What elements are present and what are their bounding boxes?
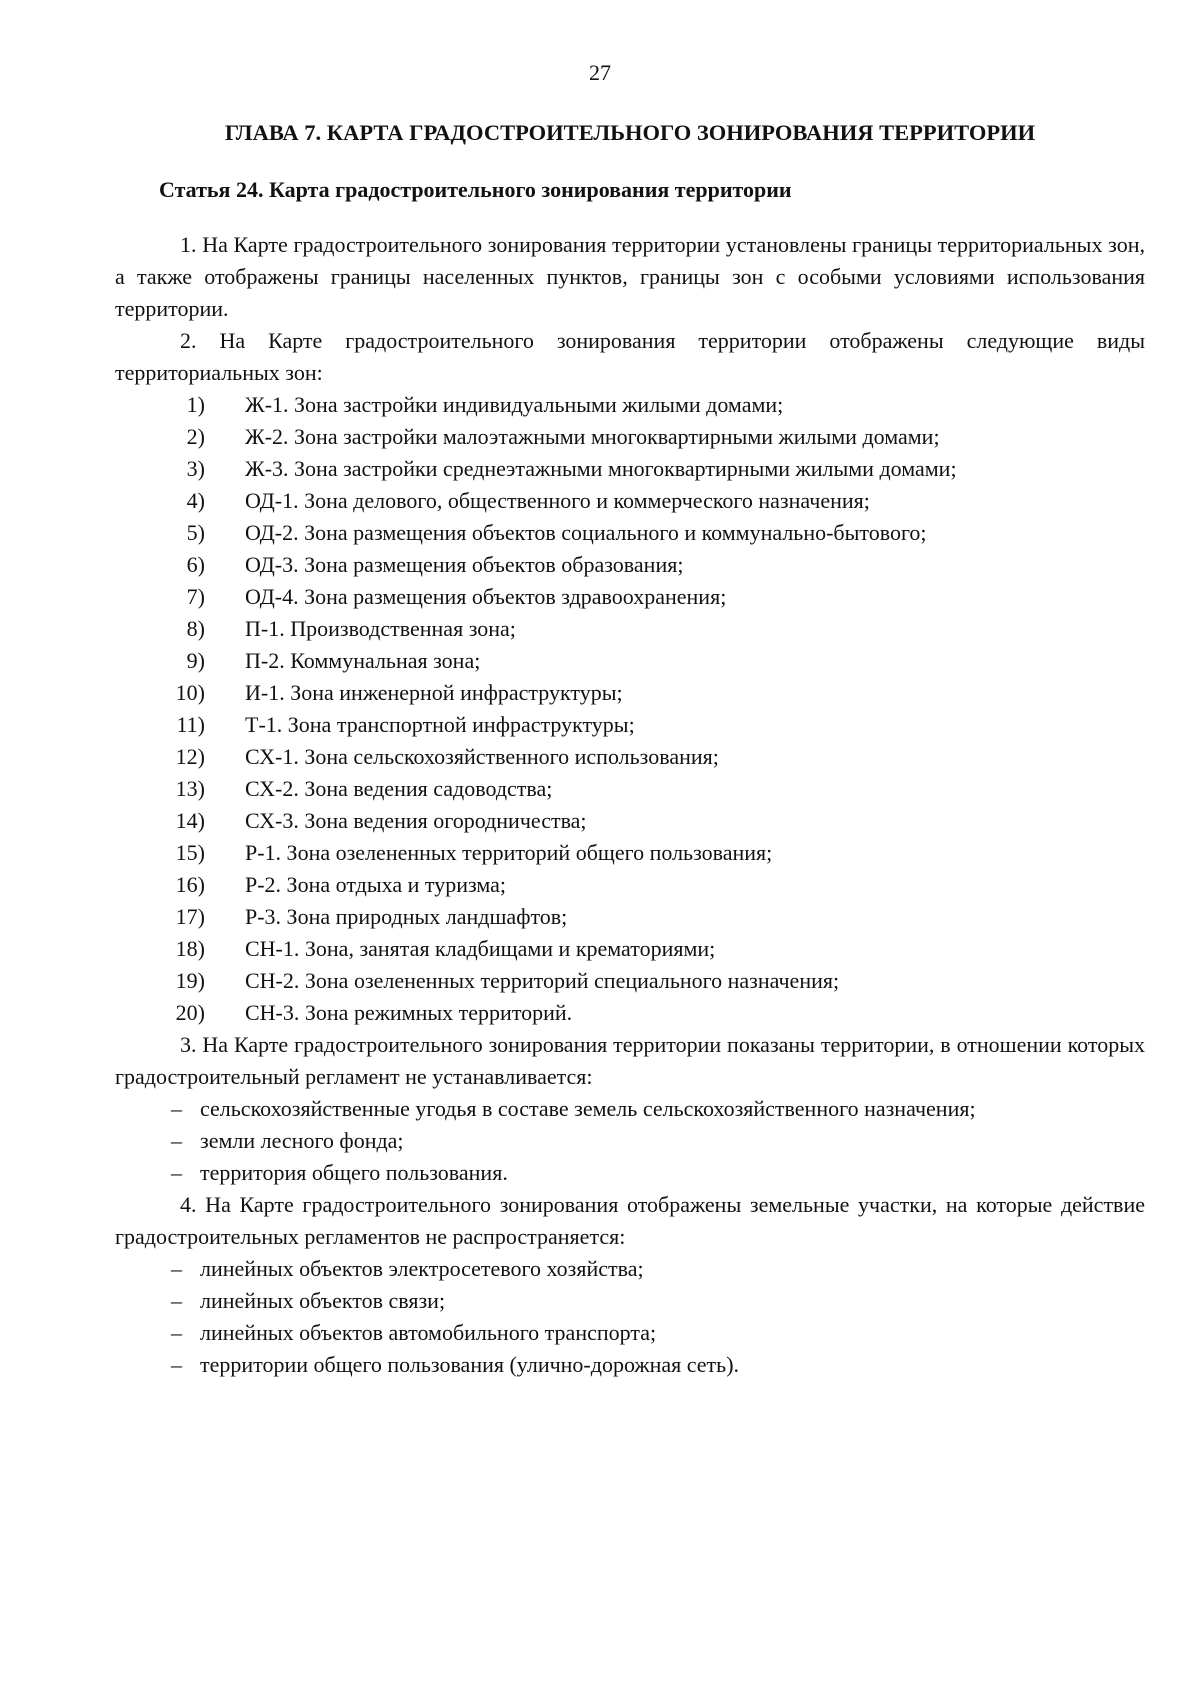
paragraph-3: 3. На Карте градостроительного зонирования территории показаны территории, в отношении которых градостроительный регламент не устанавливается:	[115, 1032, 1145, 1089]
unregulated-territories-list	[115, 1093, 1145, 1189]
list-item-text: земли лесного фонда;	[200, 1128, 404, 1153]
list-item	[115, 613, 1145, 645]
list-item-text: ОД-3. Зона размещения объектов образования;	[245, 552, 684, 577]
list-item	[115, 581, 1145, 613]
list-item	[115, 1093, 1145, 1125]
list-item	[115, 517, 1145, 549]
list-item-text: П-2. Коммунальная зона;	[245, 648, 481, 673]
list-item-text: СН-2. Зона озелененных территорий специального назначения;	[245, 968, 840, 993]
list-item-number: 11)	[176, 712, 205, 737]
list-item	[115, 1125, 1145, 1157]
list-item-number: 4)	[186, 488, 205, 513]
zone-list	[115, 389, 1145, 1029]
list-item-text: СХ-1. Зона сельскохозяйственного использования;	[245, 744, 719, 769]
excluded-plots-list	[115, 1253, 1145, 1381]
list-item-number: 10)	[175, 680, 205, 705]
dash-marker: –	[171, 1352, 182, 1377]
list-item	[115, 901, 1145, 933]
list-item-number: 18)	[175, 936, 205, 961]
list-item-text: СН-3. Зона режимных территорий.	[245, 1000, 573, 1025]
list-item-number: 15)	[175, 840, 205, 865]
dash-marker: –	[171, 1288, 182, 1313]
chapter-title: ГЛАВА 7. КАРТА ГРАДОСТРОИТЕЛЬНОГО ЗОНИРОВАНИЯ ТЕРРИТОРИИ	[224, 120, 1036, 145]
list-item	[115, 965, 1145, 997]
paragraph-1: 1. На Карте градостроительного зонирования территории установлены границы территориальных зон, а также отображены границы населенных пунктов, границы зон с особыми условиями использования территории.	[115, 232, 1145, 321]
dash-marker: –	[171, 1096, 182, 1121]
list-item	[115, 453, 1145, 485]
list-item-text: П-1. Производственная зона;	[245, 616, 516, 641]
list-item-number: 6)	[186, 552, 205, 577]
list-item-number: 16)	[175, 872, 205, 897]
list-item	[115, 741, 1145, 773]
list-item-text: ОД-1. Зона делового, общественного и коммерческого назначения;	[245, 488, 870, 513]
list-item	[115, 1285, 1145, 1317]
list-item-text: Ж-1. Зона застройки индивидуальными жилыми домами;	[245, 392, 784, 417]
list-item-text: СХ-2. Зона ведения садоводства;	[245, 776, 553, 801]
list-item	[115, 837, 1145, 869]
list-item-number: 2)	[186, 424, 205, 449]
paragraph-4: 4. На Карте градостроительного зонирования отображены земельные участки, на которые действие градостроительных регламентов не распространяется:	[115, 1192, 1145, 1249]
list-item	[115, 709, 1145, 741]
list-item-number: 12)	[175, 744, 205, 769]
dash-marker: –	[171, 1160, 182, 1185]
list-item	[115, 389, 1145, 421]
list-item-text: СХ-3. Зона ведения огородничества;	[245, 808, 587, 833]
list-item	[115, 1317, 1145, 1349]
list-item	[115, 805, 1145, 837]
paragraph-2: 2. На Карте градостроительного зонирования территории отображены следующие виды территориальных зон:	[115, 328, 1145, 385]
list-item-number: 13)	[175, 776, 205, 801]
list-item-text: Р-3. Зона природных ландшафтов;	[245, 904, 568, 929]
list-item	[115, 773, 1145, 805]
list-item-text: ОД-2. Зона размещения объектов социального и коммунально-бытового;	[245, 520, 927, 545]
list-item	[115, 485, 1145, 517]
list-item	[115, 997, 1145, 1029]
list-item-text: СН-1. Зона, занятая кладбищами и крематориями;	[245, 936, 716, 961]
list-item-text: Ж-2. Зона застройки малоэтажными многоквартирными жилыми домами;	[245, 424, 940, 449]
list-item-number: 20)	[175, 1000, 205, 1025]
list-item-number: 17)	[175, 904, 205, 929]
list-item-number: 7)	[186, 584, 205, 609]
list-item	[115, 421, 1145, 453]
list-item-number: 14)	[175, 808, 205, 833]
list-item-number: 8)	[186, 616, 205, 641]
dash-marker: –	[171, 1320, 182, 1345]
list-item	[115, 1349, 1145, 1381]
list-item	[115, 549, 1145, 581]
list-item-number: 1)	[186, 392, 205, 417]
list-item-text: И-1. Зона инженерной инфраструктуры;	[245, 680, 623, 705]
article-body	[115, 229, 1145, 1381]
list-item-text: ОД-4. Зона размещения объектов здравоохранения;	[245, 584, 727, 609]
list-item-number: 9)	[186, 648, 205, 673]
list-item	[115, 933, 1145, 965]
dash-marker: –	[171, 1128, 182, 1153]
list-item-text: линейных объектов связи;	[200, 1288, 446, 1313]
list-item-text: Р-2. Зона отдыха и туризма;	[245, 872, 507, 897]
list-item	[115, 1157, 1145, 1189]
dash-marker: –	[171, 1256, 182, 1281]
list-item-text: территории общего пользования (улично-дорожная сеть).	[200, 1352, 740, 1377]
list-item-text: Р-1. Зона озелененных территорий общего пользования;	[245, 840, 773, 865]
list-item-text: линейных объектов электросетевого хозяйства;	[200, 1256, 644, 1281]
page-number: 27	[589, 60, 611, 85]
list-item-number: 3)	[186, 456, 205, 481]
list-item-text: линейных объектов автомобильного транспорта;	[200, 1320, 657, 1345]
list-item-text: сельскохозяйственные угодья в составе земель сельскохозяйственного назначения;	[200, 1096, 976, 1121]
list-item	[115, 677, 1145, 709]
list-item-text: Ж-3. Зона застройки среднеэтажными многоквартирными жилыми домами;	[245, 456, 957, 481]
article-title: Статья 24. Карта градостроительного зонирования территории	[159, 177, 792, 202]
list-item	[115, 1253, 1145, 1285]
list-item-text: Т-1. Зона транспортной инфраструктуры;	[245, 712, 635, 737]
list-item-number: 19)	[175, 968, 205, 993]
list-item	[115, 869, 1145, 901]
list-item-text: территория общего пользования.	[200, 1160, 508, 1185]
list-item-number: 5)	[186, 520, 205, 545]
list-item	[115, 645, 1145, 677]
